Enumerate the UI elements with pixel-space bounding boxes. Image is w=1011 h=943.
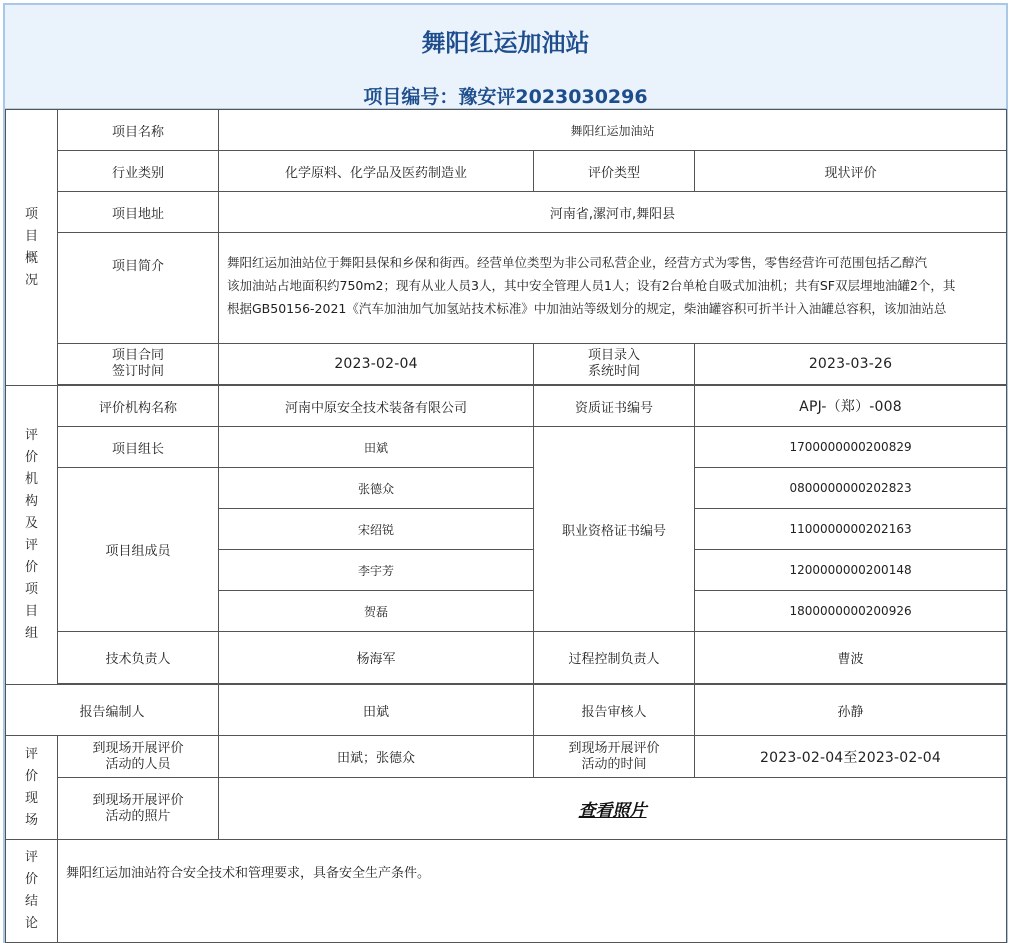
project-number: 项目编号：豫安评2023030296 [363,86,648,108]
tech-lead-label: 技术负责人 [58,632,219,684]
members-label: 项目组成员 [58,468,219,632]
site-time-value: 2023-02-04至2023-02-04 [695,736,1007,778]
member-name: 贺磊 [219,591,534,632]
member-cert: 1800000000200926 [695,591,1007,632]
section-overview-label: 项 目 概 况 [6,110,58,386]
view-photos-link[interactable]: 查看照片 [578,801,647,821]
contract-time-value: 2023-02-04 [219,344,534,385]
member-name: 宋绍锐 [219,509,534,550]
eval-type-label: 评价类型 [534,151,695,192]
address-value: 河南省,漯河市,舞阳县 [219,192,1007,233]
member-cert: 0800000000202823 [695,468,1007,509]
page-title: 舞阳红运加油站 [421,29,590,57]
tech-lead-value: 杨海军 [219,632,534,684]
report-author-value: 田斌 [219,685,534,736]
eval-type-value: 现状评价 [695,151,1007,192]
industry-value: 化学原料、化学品及医药制造业 [219,151,534,192]
project-name-label: 项目名称 [58,110,219,151]
project-info-table [5,109,1007,943]
report-reviewer-label: 报告审核人 [534,685,695,736]
member-cert: 1200000000200148 [695,550,1007,591]
leader-value: 田斌 [219,427,534,468]
section-site-label: 评 价 现 场 [6,736,58,840]
site-people-label: 到现场开展评价 活动的人员 [58,736,219,778]
entry-time-value: 2023-03-26 [695,344,1007,385]
member-name: 李宇芳 [219,550,534,591]
section-conclusion-label: 评 价 结 论 [6,840,58,943]
summary-text: 舞阳红运加油站位于舞阳县保和乡保和街西。经营单位类型为非公司私营企业，经营方式为零售，零售经营许可范围包括乙醇汽 该加油站占地面积约750m2；现有从业人员3人，其中安全管理人员1人；设有2台单枪自吸式加油机；共有SF双层埋地油罐2个，其 根据GB50156-2021《汽车加油加气加氢站技术标准》中加油站等级划分的规定，柴油罐容积可折半计入油罐总容积，该加油站总 [219,233,1007,344]
report-author-label: 报告编制人 [6,685,219,736]
org-name-label: 评价机构名称 [58,386,219,427]
address-label: 项目地址 [58,192,219,233]
industry-label: 行业类别 [58,151,219,192]
section-org-label: 评 价 机 构 及 评 价 项 目 组 [6,386,58,685]
member-name: 张德众 [219,468,534,509]
conclusion-text: 舞阳红运加油站符合安全技术和管理要求，具备安全生产条件。 [58,840,1007,943]
leader-cert-value: 1700000000200829 [695,427,1007,468]
entry-time-label: 项目录入 系统时间 [534,344,695,385]
site-time-label: 到现场开展评价 活动的时间 [534,736,695,778]
leader-label: 项目组长 [58,427,219,468]
qual-cert-label: 职业资格证书编号 [534,427,695,632]
site-people-value: 田斌；张德众 [219,736,534,778]
process-lead-value: 曹波 [695,632,1007,684]
project-name-value: 舞阳红运加油站 [219,110,1007,151]
process-lead-label: 过程控制负责人 [534,632,695,684]
site-photo-cell [219,778,1007,840]
cert-value: APJ-（郑）-008 [695,386,1007,427]
member-cert: 1100000000202163 [695,509,1007,550]
report-reviewer-value: 孙静 [695,685,1007,736]
contract-time-label: 项目合同 签订时间 [58,344,219,385]
org-name-value: 河南中原安全技术装备有限公司 [219,386,534,427]
summary-label: 项目简介 [58,233,219,344]
page-header [5,5,1006,109]
site-photo-label: 到现场开展评价 活动的照片 [58,778,219,840]
cert-label: 资质证书编号 [534,386,695,427]
